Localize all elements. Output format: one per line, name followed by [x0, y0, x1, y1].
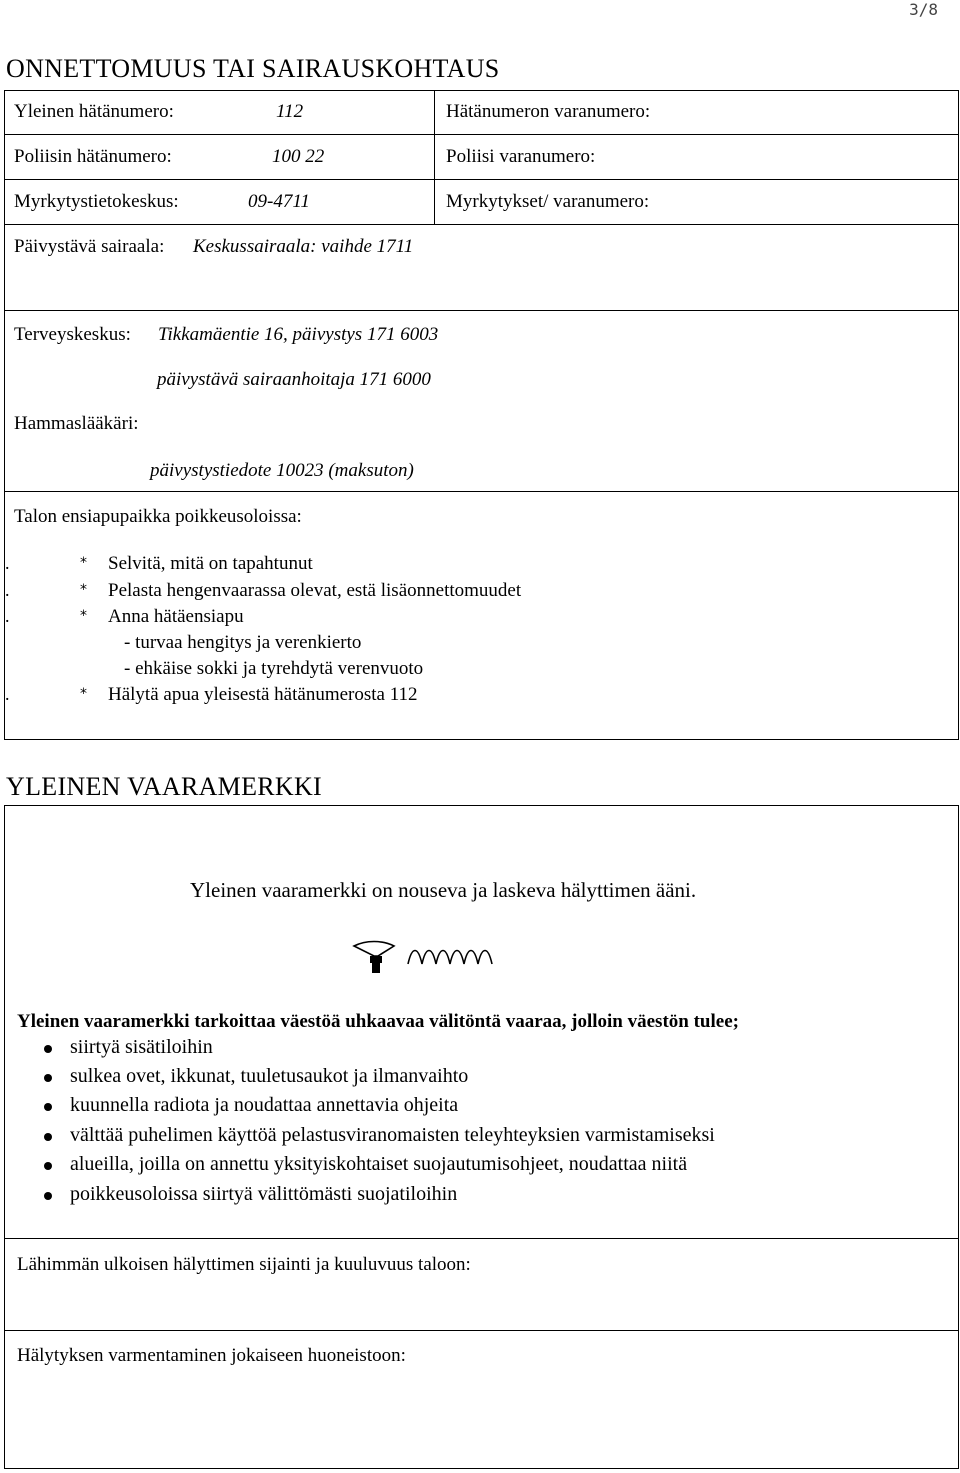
warning-bullet-item: poikkeusoloissa siirtyä välittömästi suojatiloihin [70, 1183, 458, 1205]
nurse-value: päivystävä sairaanhoitaja 171 6000 [157, 369, 431, 390]
poison-backup-label: Myrkytykset/ varanumero: [446, 191, 650, 212]
police-backup-label: Poliisi varanumero: [446, 146, 596, 167]
instruction-item: Pelasta hengenvaarassa olevat, estä lisäonnettomuudet [108, 580, 522, 601]
health-center-label: Terveyskeskus: [14, 324, 131, 345]
warning-bullet-item: alueilla, joilla on annettu yksityiskohtaiset suojautumisohjeet, noudattaa niitä [70, 1153, 688, 1175]
instruction-item: Hälytä apua yleisestä hätänumerosta 112 [108, 684, 418, 705]
asterisk-icon: * [80, 686, 87, 702]
siren-icon [352, 940, 497, 981]
emergency-number-label: Yleinen hätänumero: [14, 101, 174, 122]
hospital-label: Päivystävä sairaala: [14, 236, 165, 257]
hospital-value: Keskussairaala: vaihde 1711 [193, 236, 414, 257]
warning-bullet-item: sulkea ovet, ikkunat, tuuletusaukot ja ilmanvaihto [70, 1065, 469, 1087]
bullet-icon [44, 1192, 52, 1200]
list-dot: . [5, 580, 10, 600]
alarm-verification-label: Hälytyksen varmentaminen jokaiseen huoneistoon: [17, 1345, 406, 1366]
dentist-value: päivystystiedote 10023 (maksuton) [150, 460, 414, 481]
poison-center-value: 09-4711 [248, 191, 310, 212]
list-dot: . [5, 684, 10, 704]
instruction-subitem: - turvaa hengitys ja verenkierto [124, 632, 362, 653]
warning-bullet-item: siirtyä sisätiloihin [70, 1036, 213, 1058]
first-aid-location-label: Talon ensiapupaikka poikkeusoloissa: [14, 506, 302, 527]
police-number-label: Poliisin hätänumero: [14, 146, 172, 167]
warning-bullet-item: kuunnella radiota ja noudattaa annettavia ohjeita [70, 1094, 459, 1116]
asterisk-icon: * [80, 582, 87, 598]
instruction-subitem: - ehkäise sokki ja tyrehdytä verenvuoto [124, 658, 424, 679]
section-title-emergency: ONNETTOMUUS TAI SAIRAUSKOHTAUS [6, 54, 500, 83]
bullet-icon [44, 1074, 52, 1082]
asterisk-icon: * [80, 608, 87, 624]
emergency-backup-label: Hätänumeron varanumero: [446, 101, 651, 122]
siren-location-label: Lähimmän ulkoisen hälyttimen sijainti ja kuuluvuus taloon: [17, 1254, 471, 1275]
police-number-value: 100 22 [272, 146, 325, 167]
bullet-icon [44, 1103, 52, 1111]
poison-center-label: Myrkytystietokeskus: [14, 191, 179, 212]
asterisk-icon: * [80, 555, 87, 571]
warning-bullet-item: välttää puhelimen käyttöä pelastusviranomaisten teleyhteyksien varmistamiseksi [70, 1124, 715, 1146]
instruction-item: Anna hätäensiapu [108, 606, 244, 627]
bullet-icon [44, 1133, 52, 1141]
bullet-icon [44, 1162, 52, 1170]
list-dot: . [5, 553, 10, 573]
emergency-number-value: 112 [276, 101, 304, 122]
section-title-warning: YLEINEN VAARAMERKKI [6, 772, 323, 801]
list-dot: . [5, 606, 10, 626]
dentist-label: Hammaslääkäri: [14, 413, 139, 434]
warning-description: Yleinen vaaramerkki on nouseva ja laskeva hälyttimen ääni. [190, 878, 697, 902]
instruction-item: Selvitä, mitä on tapahtunut [108, 553, 313, 574]
page-number: 3/8 [909, 0, 938, 19]
bullet-icon [44, 1045, 52, 1053]
health-center-value: Tikkamäentie 16, päivystys 171 6003 [158, 324, 439, 345]
warning-intro: Yleinen vaaramerkki tarkoittaa väestöä uhkaavaa välitöntä vaaraa, jolloin väestön tulee; [17, 1011, 739, 1032]
